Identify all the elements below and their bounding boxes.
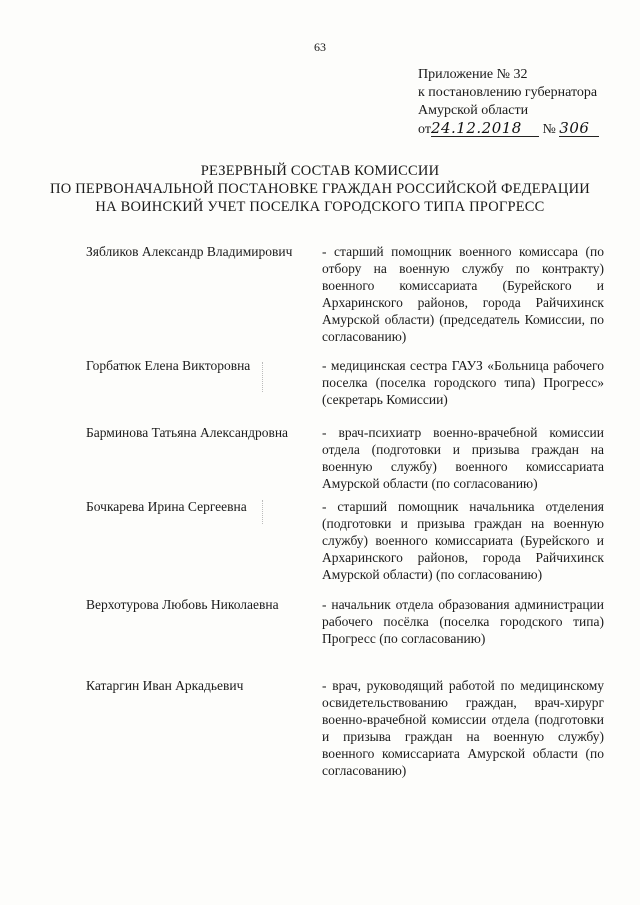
member-role: - старший помощник военного комиссара (по отбору на военную службу по контракту) военного комиссариата (Бурейского и Архаринского районов, города Райчихинск Амурской области) (председатель Комиссии, по согласованию) bbox=[322, 244, 604, 344]
member-role: - врач, руководящий работой по медицинскому освидетельствованию граждан, врач-хирург военно-врачебной комиссии отдела (подготовки и призыва граждан на военную службу) военного комиссариата Амурской области (по согласованию) bbox=[322, 678, 604, 778]
member-name: Горбатюк Елена Викторовна bbox=[86, 358, 251, 373]
member-name: Верхотурова Любовь Николаевна bbox=[86, 597, 279, 612]
title-line-1: РЕЗЕРВНЫЙ СОСТАВ КОМИССИИ bbox=[200, 163, 440, 179]
handwritten-number: 306 bbox=[559, 120, 599, 137]
member-role: - начальник отдела образования администрации рабочего посёлка (поселка городского типа) Прогресс (по согласованию) bbox=[322, 597, 604, 646]
member-role: - врач-психиатр военно-врачебной комиссии отдела (подготовки и призыва граждан на военную службу) военного комиссариата Амурской области (по согласованию) bbox=[322, 425, 604, 491]
appendix-number: Приложение № 32 bbox=[418, 67, 528, 82]
page-number: 63 bbox=[314, 40, 326, 54]
title-line-3: НА ВОИНСКИЙ УЧЕТ ПОСЕЛКА ГОРОДСКОГО ТИПА ПРОГРЕСС bbox=[95, 199, 545, 215]
member-name: Катаргин Иван Аркадьевич bbox=[86, 678, 244, 693]
scan-artifact bbox=[262, 362, 264, 392]
appendix-date-line bbox=[418, 120, 599, 139]
title-line-2: ПО ПЕРВОНАЧАЛЬНОЙ ПОСТАНОВКЕ ГРАЖДАН РОССИЙСКОЙ ФЕДЕРАЦИИ bbox=[50, 181, 590, 197]
member-role: - старший помощник начальника отделения (подготовки и призыва граждан на военную службу) военного комиссариата (Бурейского и Архаринского районов, города Райчихинск Амурской области) (по согласованию) bbox=[322, 499, 604, 582]
member-name: Зябликов Александр Владимирович bbox=[86, 244, 293, 259]
appendix-region: Амурской области bbox=[418, 103, 529, 118]
number-prefix: № bbox=[542, 122, 556, 137]
appendix-block bbox=[418, 66, 599, 139]
appendix-decree-ref: к постановлению губернатора bbox=[418, 85, 598, 100]
document-title bbox=[0, 162, 640, 216]
member-name: Бочкарева Ирина Сергеевна bbox=[86, 499, 247, 514]
handwritten-date: 24.12.2018 bbox=[431, 120, 539, 137]
member-role: - медицинская сестра ГАУЗ «Больница рабочего поселка (поселка городского типа) Прогресс» (секретарь Комиссии) bbox=[322, 358, 604, 407]
date-prefix: от bbox=[418, 122, 431, 137]
member-name: Барминова Татьяна Александровна bbox=[86, 425, 289, 440]
scan-artifact bbox=[262, 500, 264, 524]
